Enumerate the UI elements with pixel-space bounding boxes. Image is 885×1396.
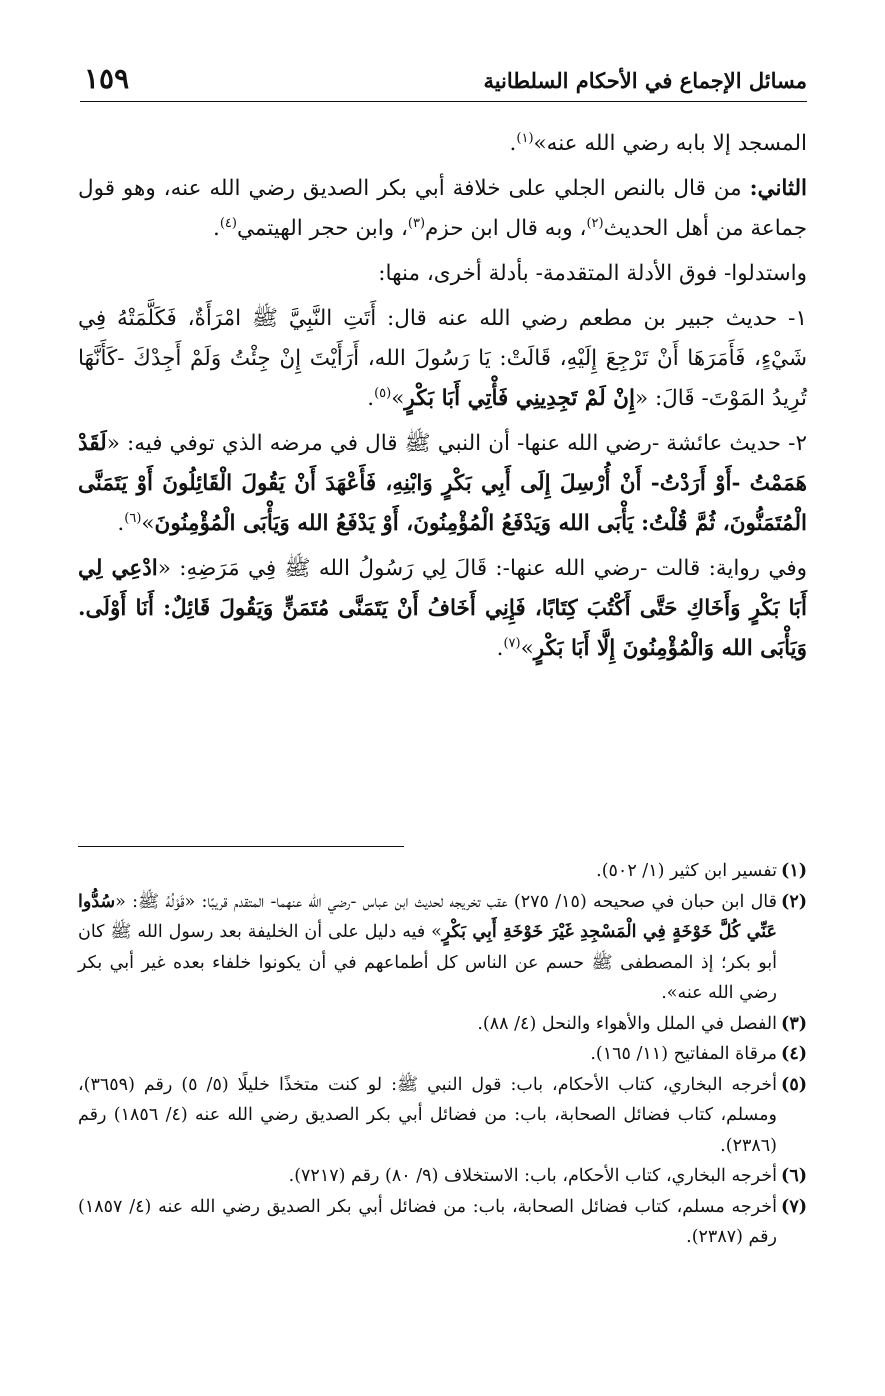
- paragraph-text: من قال بالنص الجلي على خلافة أبي بكر الصديق رضي الله عنه، وهو قول جماعة من أهل الحديث: [78, 176, 807, 241]
- paragraph-end: .: [367, 386, 375, 411]
- paragraph-hadith-1: [78, 299, 807, 419]
- footnote-number: (٤): [781, 1044, 807, 1064]
- footnote-ref[interactable]: (٧): [503, 635, 521, 651]
- footnote-ref[interactable]: (٦): [124, 510, 142, 526]
- paragraph-continuation: [78, 124, 807, 164]
- footnote-text-part: قال ابن حبان في صحيحه (١٥/ ٢٧٥) عقب تخريجه لحديث ابن عباس -رضي الله عنهما- المتقدم قريبًا: «قَوْلُهُ ﷺ: «: [115, 891, 777, 912]
- footnote-text: تفسير ابن كثير (١/ ٥٠٢).: [596, 861, 777, 881]
- footnote-number: (١): [781, 861, 807, 881]
- footnote-number: (٣): [781, 1013, 807, 1034]
- running-header-title: مسائل الإجماع في الأحكام السلطانية: [483, 68, 807, 93]
- footnote: [78, 856, 807, 887]
- footnote-text: الفصل في الملل والأهواء والنحل (٤/ ٨٨).: [477, 1013, 777, 1034]
- footnote: [78, 1070, 807, 1162]
- footnote: [78, 1009, 807, 1040]
- running-header: [80, 62, 807, 102]
- paragraph-hadith-2-variant: [78, 549, 807, 669]
- footnote-text: أخرجه البخاري، كتاب الأحكام، باب: الاستخلاف (٩/ ٨٠) رقم (٧٢١٧).: [288, 1166, 777, 1186]
- paragraph-text: واستدلوا- فوق الأدلة المتقدمة- بأدلة أخرى، منها:: [378, 261, 807, 286]
- page-number: ١٥٩: [84, 62, 130, 95]
- footnote: [78, 1039, 807, 1070]
- paragraph-second-opinion: [78, 169, 807, 249]
- paragraph-text: وفي رواية: قالت -رضي الله عنها-: قَالَ لِي رَسُولُ الله ﷺ فِي مَرَضِهِ: «: [157, 556, 807, 581]
- paragraph-text: ١- حديث جبير بن مطعم رضي الله عنه قال: أَتَتِ النَّبِيَّ ﷺ امْرَأَةٌ، فَكَلَّمَتْهُ فِي شَيْءٍ، فَأَمَرَهَا أَنْ تَرْجِعَ إِلَيْهِ، قَالَتْ: يَا رَسُولَ الله، أَرَأَيْتَ إِنْ جِئْتُ وَلَمْ أَجِدْكَ -كَأَنَّهَا تُرِيدُ المَوْتَ- قَالَ: «: [78, 306, 807, 411]
- footnote-ref[interactable]: (٢): [586, 215, 604, 231]
- footnote-text: [78, 887, 777, 1009]
- footnotes: [78, 856, 807, 1253]
- footnote-ref[interactable]: (٥): [374, 385, 392, 401]
- footnote-number: (٦): [781, 1166, 807, 1186]
- header-rule: [80, 101, 807, 102]
- paragraph-text: »: [520, 636, 534, 661]
- paragraph-hadith-2: [78, 424, 807, 544]
- paragraph-text: »: [141, 511, 155, 536]
- footnote-ref[interactable]: (١): [516, 130, 534, 146]
- main-text: [78, 124, 807, 674]
- paragraph-end: .: [117, 511, 125, 536]
- hadith-quote: إِنْ لَمْ تَجِدِينِي فَأْتِي أَبَا بَكْرٍ: [404, 386, 635, 411]
- paragraph-text: »: [391, 386, 405, 411]
- hadith-quote: لَقَدْ هَمَمْتُ -أَوْ أَرَدْتُ- أَنْ أُرْسِلَ إِلَى أَبِي بَكْرٍ وَابْنِهِ، فَأَعْهَدَ أَنْ يَقُولَ الْقَائِلُونَ أَوْ يَتَمَنَّى الْمُتَمَنُّونَ، ثُمَّ قُلْتُ: يَأْبَى الله وَيَدْفَعُ الْمُؤْمِنُونَ، أَوْ يَدْفَعُ الله وَيَأْبَى الْمُؤْمِنُونَ: [78, 431, 807, 536]
- footnote-number: (٢): [781, 891, 807, 912]
- paragraph-lead: الثاني:: [749, 176, 807, 201]
- footnote: [78, 1161, 807, 1192]
- paragraph-text: ، وبه قال ابن حزم: [425, 216, 587, 241]
- footnote-ref[interactable]: (٤): [219, 215, 237, 231]
- footnote-text: أخرجه مسلم، كتاب فضائل الصحابة، باب: من فضائل أبي بكر الصديق رضي الله عنه (٤/ ١٨٥٧) رقم (٢٣٨٧).: [78, 1196, 777, 1247]
- footnote-number: (٧): [781, 1196, 807, 1217]
- paragraph-end: .: [496, 636, 504, 661]
- paragraph-text: ، وابن حجر الهيتمي: [236, 216, 408, 241]
- footnote-ref[interactable]: (٣): [407, 215, 426, 231]
- footnote-number: (٥): [781, 1074, 807, 1095]
- footnote-text-part: » فيه دليل على أن الخليفة بعد رسول الله ﷺ كان أبو بكر؛ إذ المصطفى ﷺ حسم عن الناس كل أطماعهم في أن يكونوا خلفاء بعده غير أبي بكر رضي الله عنه».: [78, 922, 777, 1003]
- paragraph-evidence-intro: [78, 254, 807, 294]
- hadith-quote: سُدُّوا عَنِّي كُلَّ خَوْخَةٍ فِي الْمَسْجِدِ غَيْرَ خَوْخَةِ أَبِي بَكْرٍ: [78, 891, 777, 942]
- footnote-text: أخرجه البخاري، كتاب الأحكام، باب: قول النبي ﷺ: لو كنت متخذًا خليلًا (٥/ ٥) رقم (٣٦٥٩)، ومسلم، كتاب فضائل الصحابة، باب: من فضائل أبي بكر الصديق رضي الله عنه (٤/ ١٨٥٦) رقم (٢٣٨٦).: [78, 1074, 777, 1156]
- footnote-text: مرقاة المفاتيح (١١/ ١٦٥).: [590, 1044, 777, 1064]
- paragraph-end: .: [212, 216, 220, 241]
- hadith-quote: ادْعِي لِي أَبَا بَكْرٍ وَأَخَاكِ حَتَّى أَكْتُبَ كِتَابًا، فَإِنِي أَخَافُ أَنْ يَتَمَنَّى مُتَمَنٍّ وَيَقُولَ قَائِلٌ: أَنَا أَوْلَى. وَيَأْبَى الله وَالْمُؤْمِنُونَ إِلَّا أَبَا بَكْرٍ: [78, 556, 807, 661]
- paragraph-text: المسجد إلا بابه رضي الله عنه»: [533, 131, 807, 156]
- footnote: [78, 887, 807, 1009]
- paragraph-text: ٢- حديث عائشة -رضي الله عنها- أن النبي ﷺ قال في مرضه الذي توفي فيه: «: [106, 431, 807, 456]
- paragraph-end: .: [509, 131, 517, 156]
- footnote: [78, 1192, 807, 1253]
- footnote-separator: [78, 846, 404, 847]
